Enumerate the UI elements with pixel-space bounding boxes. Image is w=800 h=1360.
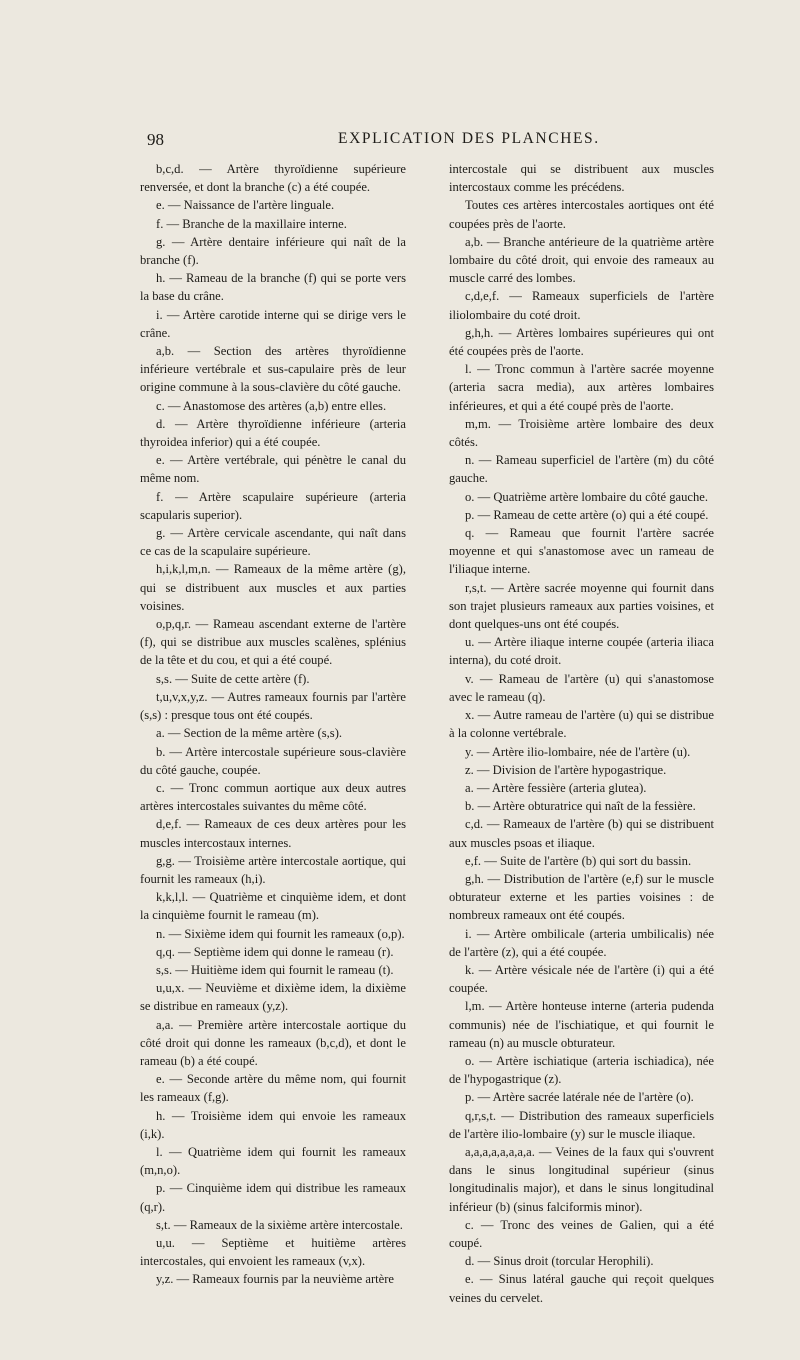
entry-item: a,a,a,a,a,a,a,a. — Veines de la faux qui s'ouvrent dans le sinus longitudinal supérieur (sinus longitudinalis major), et dans le sinus longitudinal inférieur (b) (sinus falciformis minor). [449, 1144, 714, 1214]
entry-item: n. — Rameau superficiel de l'artère (m) du côté gauche. [449, 453, 714, 486]
entry-item: e. — Sinus latéral gauche qui reçoit quelques veines du cervelet. [449, 1272, 714, 1305]
entry-item: q,q. — Septième idem qui donne le rameau (r). [156, 944, 394, 959]
entry-item: e. — Naissance de l'artère linguale. [156, 198, 335, 213]
entry-item: y,z. — Rameaux fournis par la neuvième artère [156, 1272, 395, 1287]
entry-item: f. — Artère scapulaire supérieure (arteria scapularis superior). [140, 489, 406, 522]
entry-item: b. — Artère intercostale supérieure sous-clavière du côté gauche, coupée. [140, 744, 406, 777]
entry-item: r,s,t. — Artère sacrée moyenne qui fournit dans son trajet plusieurs rameaux aux parties voisines, et dont quelques-uns ont été coupés. [449, 580, 714, 632]
entry-item: h,i,k,l,m,n. — Rameaux de la même artère (g), qui se distribuent aux muscles et aux parties voisines. [140, 562, 406, 613]
entry-item: k. — Artère vésicale née de l'artère (i) qui a été coupée. [449, 962, 714, 996]
entry-item: q,r,s,t. — Distribution des rameaux superficiels de l'artère ilio-lombaire (y) sur le muscle iliaque. [449, 1108, 714, 1141]
entry-item: g,h. — Distribution de l'artère (e,f) sur le muscle obturateur externe et les parties voisines : de nombreux rameaux ont été coupés. [449, 871, 714, 923]
entry-item: Toutes ces artères intercostales aortiques ont été coupées près de l'aorte. [449, 198, 714, 231]
entry-item: l,m. — Artère honteuse interne (arteria pudenda communis) née de l'ischiatique, et qui fournit le rameau (n) au muscle obturateur. [449, 999, 714, 1050]
entry-item: n. — Sixième idem qui fournit les rameaux (o,p). [156, 926, 405, 941]
entry-item: c. — Tronc commun aortique aux deux autres artères intercostales suivantes du même côté. [140, 780, 406, 814]
entry-item: e,f. — Suite de l'artère (b) qui sort du bassin. [465, 853, 692, 868]
entry-item: o. — Quatrième artère lombaire du côté gauche. [465, 489, 709, 504]
entry-item: a,b. — Branche antérieure de la quatrième artère lombaire du côté droit, qui envoie des rameaux au muscle carré des lombes. [449, 234, 714, 286]
entry-item: b,c,d. — Artère thyroïdienne supérieure renversée, et dont la branche (c) a été coupée. [140, 162, 406, 195]
entry-item: u. — Artère iliaque interne coupée (arteria iliaca interna), du coté droit. [449, 635, 714, 668]
entry-item: f. — Branche de la maxillaire interne. [156, 216, 347, 231]
right-column [449, 160, 714, 1307]
entry-item: v. — Rameau de l'artère (u) qui s'anastomose avec le rameau (q). [449, 671, 714, 704]
entry-item: p. — Rameau de cette artère (o) qui a été coupé. [465, 507, 709, 522]
entry-item: d,e,f. — Rameaux de ces deux artères pour les muscles intercostaux internes. [140, 817, 406, 850]
entry-item: s,s. — Suite de cette artère (f). [156, 671, 310, 686]
entry-item: d. — Artère thyroïdienne inférieure (arteria thyroidea inferior) qui a été coupée. [140, 416, 406, 450]
entry-item: x. — Autre rameau de l'artère (u) qui se distribue à la colonne vertébrale. [449, 708, 714, 741]
entry-item: o. — Artère ischiatique (arteria ischiadica), née de l'hypogastrique (z). [449, 1053, 714, 1087]
entry-item: l. — Quatrième idem qui fournit les rameaux (m,n,o). [140, 1144, 406, 1178]
entry-item: l. — Tronc commun à l'artère sacrée moyenne (arteria sacra media), aux artères lombaires inférieures, et qui a été coupé près de l'aorte. [449, 362, 714, 413]
entry-item: a,a. — Première artère intercostale aortique du côté droit qui donne les rameaux (b,c,d), et dont le rameau (b) a été coupé. [140, 1017, 406, 1068]
entry-item: o,p,q,r. — Rameau ascendant externe de l'artère (f), qui se distribue aux muscles scalènes, splénius de la tête et du cou, et qui a été coupé. [140, 617, 406, 668]
entry-item: t,u,v,x,y,z. — Autres rameaux fournis par l'artère (s,s) : presque tous ont été coupés. [140, 689, 406, 723]
entry-item: a. — Section de la même artère (s,s). [156, 726, 343, 741]
entry-item: y. — Artère ilio-lombaire, née de l'artère (u). [465, 744, 691, 759]
entry-item: p. — Cinquième idem qui distribue les rameaux (q,r). [140, 1181, 406, 1214]
entry-item: c,d. — Rameaux de l'artère (b) qui se distribuent aux muscles psoas et iliaque. [449, 817, 714, 850]
entry-item: s,s. — Huitième idem qui fournit le rameau (t). [156, 962, 394, 977]
page-number: 98 [147, 130, 164, 149]
entry-item: q. — Rameau que fournit l'artère sacrée moyenne et qui s'anastomose avec un rameau de l'iliaque interne. [449, 526, 714, 577]
running-head: EXPLICATION DES PLANCHES. [338, 130, 600, 147]
entry-item: intercostale qui se distribuent aux muscles intercostaux comme les précédens. [449, 162, 714, 195]
entry-item: i. — Artère carotide interne qui se dirige vers le crâne. [140, 307, 406, 340]
entry-item: g,g. — Troisième artère intercostale aortique, qui fournit les rameaux (h,i). [140, 853, 406, 886]
entry-item: h. — Rameau de la branche (f) qui se porte vers la base du crâne. [140, 271, 406, 304]
entry-item: g. — Artère cervicale ascendante, qui naît dans ce cas de la scapulaire supérieure. [140, 526, 406, 559]
entry-item: c. — Tronc des veines de Galien, qui a été coupé. [449, 1217, 714, 1250]
entry-item: c. — Anastomose des artères (a,b) entre elles. [156, 398, 387, 413]
entry-item: u,u. — Septième et huitième artères intercostales, qui envoient les rameaux (v,x). [140, 1235, 406, 1269]
entry-item: a,b. — Section des artères thyroïdienne inférieure vertébrale et sus-capulaire près de leur origine commune à la sous-clavière du côté gauche. [140, 344, 406, 395]
entry-item: m,m. — Troisième artère lombaire des deux côtés. [449, 416, 714, 450]
entry-item: e. — Artère vertébrale, qui pénètre le canal du même nom. [140, 453, 406, 486]
entry-item: a. — Artère fessière (arteria glutea). [465, 780, 647, 795]
entry-item: z. — Division de l'artère hypogastrique. [465, 762, 667, 777]
entry-item: g,h,h. — Artères lombaires supérieures qui ont été coupées près de l'aorte. [449, 325, 714, 359]
entry-item: b. — Artère obturatrice qui naît de la fessière. [465, 799, 696, 814]
entry-item: k,k,l,l. — Quatrième et cinquième idem, et dont la cinquième fournit le rameau (m). [140, 890, 406, 923]
left-column [140, 160, 406, 1289]
entry-item: i. — Artère ombilicale (arteria umbilicalis) née de l'artère (z), qui a été coupée. [449, 926, 714, 959]
entry-item: s,t. — Rameaux de la sixième artère intercostale. [156, 1217, 403, 1232]
entry-item: p. — Artère sacrée latérale née de l'artère (o). [465, 1090, 694, 1105]
entry-item: d. — Sinus droit (torcular Herophili). [465, 1254, 654, 1269]
entry-item: u,u,x. — Neuvième et dixième idem, la dixième se distribue en rameaux (y,z). [140, 981, 406, 1014]
entry-item: h. — Troisième idem qui envoie les rameaux (i,k). [140, 1108, 406, 1141]
entry-item: e. — Seconde artère du même nom, qui fournit les rameaux (f,g). [140, 1072, 406, 1105]
entry-item: g. — Artère dentaire inférieure qui naît de la branche (f). [140, 234, 406, 268]
entry-item: c,d,e,f. — Rameaux superficiels de l'artère iliolombaire du coté droit. [449, 289, 714, 322]
